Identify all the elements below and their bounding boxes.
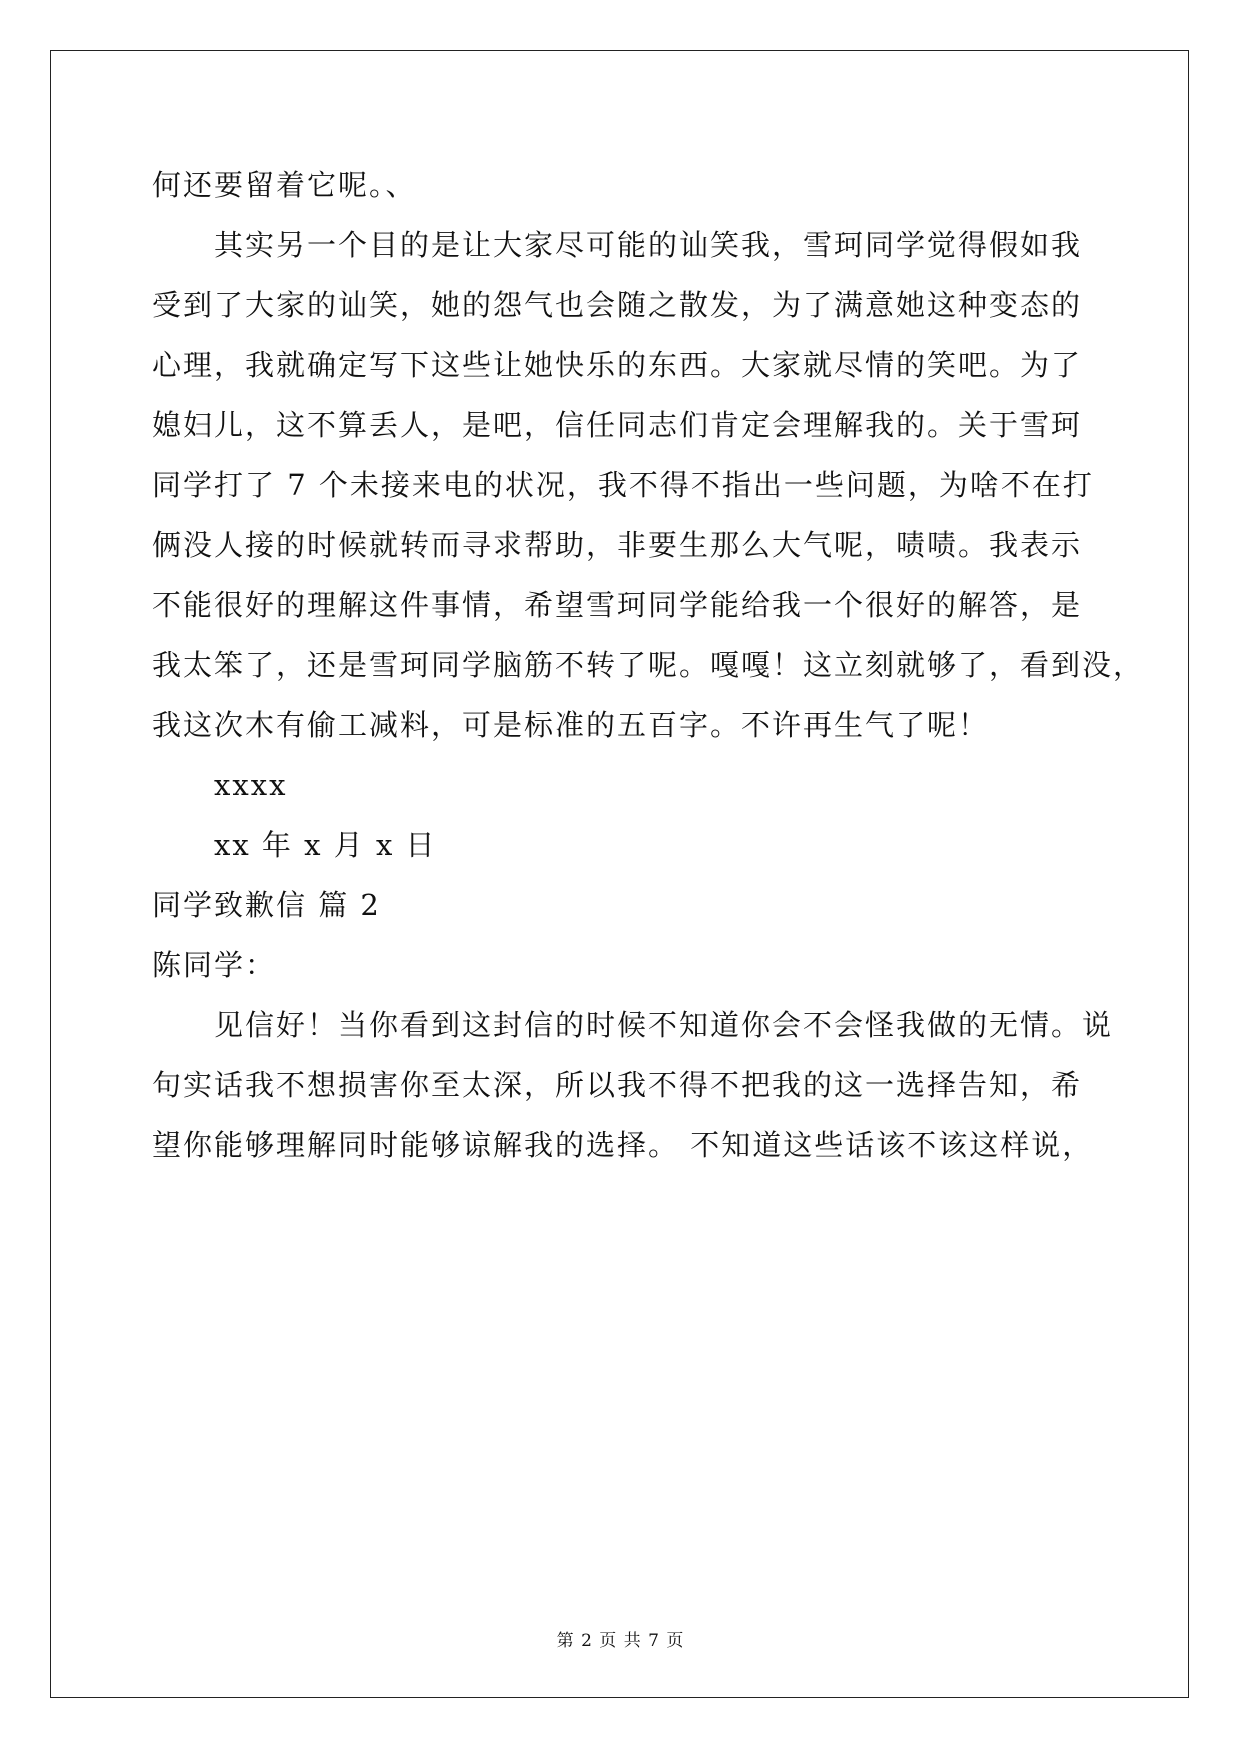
date-line: xx 年 x 月 x 日	[214, 828, 437, 862]
text-line: 我这次木有偷工减料，可是标准的五百字。不许再生气了呢！	[152, 708, 990, 742]
page-number: 第 2 页 共 7 页	[556, 1631, 685, 1651]
text-line: 俩没人接的时候就转而寻求帮助，非要生那么大气呢，啧啧。我表示	[152, 528, 1083, 562]
text-line: 心理，我就确定写下这些让她快乐的东西。大家就尽情的笑吧。为了	[152, 348, 1083, 382]
document-body	[152, 155, 1145, 1175]
text-line: 受到了大家的讪笑，她的怨气也会随之散发，为了满意她这种变态的	[152, 288, 1083, 322]
text-line: 不能很好的理解这件事情，希望雪珂同学能给我一个很好的解答，是	[152, 588, 1083, 622]
text-line: 我太笨了，还是雪珂同学脑筋不转了呢。嘎嘎！这立刻就够了，看到没，	[152, 648, 1145, 682]
text-line: 媳妇儿，这不算丢人，是吧，信任同志们肯定会理解我的。关于雪珂	[152, 408, 1083, 442]
salutation: 陈同学：	[152, 948, 277, 982]
signature: xxxx	[214, 768, 288, 802]
text-line: 同学打了 7 个未接来电的状况，我不得不指出一些问题，为啥不在打	[152, 468, 1094, 502]
text-line: 何还要留着它呢。、	[152, 168, 417, 202]
section-title: 同学致歉信 篇 2	[152, 888, 381, 922]
text-line: 见信好！当你看到这封信的时候不知道你会不会怪我做的无情。说	[214, 1008, 1114, 1042]
text-line: 望你能够理解同时能够谅解我的选择。 不知道这些话该不该这样说，	[152, 1128, 1094, 1162]
text-line: 其实另一个目的是让大家尽可能的讪笑我，雪珂同学觉得假如我	[214, 228, 1083, 262]
text-line: 句实话我不想损害你至太深，所以我不得不把我的这一选择告知，希	[152, 1068, 1083, 1102]
